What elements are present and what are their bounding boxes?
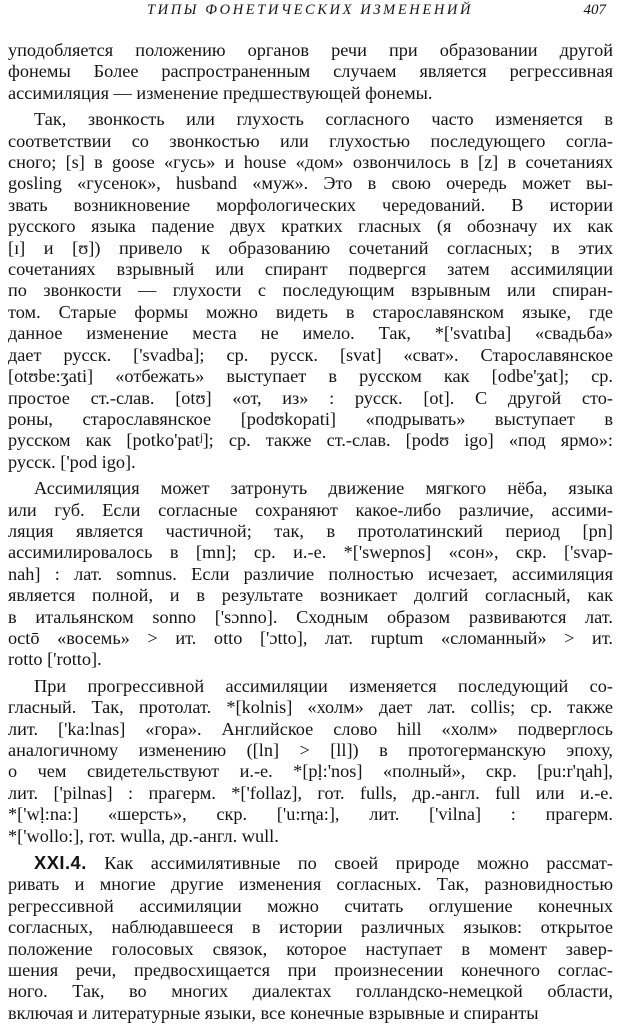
text-line: согласных, наблюдавшееся в истории различных языков: открытое xyxy=(8,917,613,938)
text-line: русском как [potko'patʲ]; ср. также ст.-слав. [podʊ igo] «под ярмо»: xyxy=(8,430,613,451)
text-line: русского языка падение двух кратких гласных (я обозначу их как xyxy=(8,216,613,237)
text-line: дает русск. ['svadba]; ср. русск. [svat] «сват». Старославянское xyxy=(8,344,613,365)
running-head xyxy=(0,2,620,24)
text-line xyxy=(8,852,613,874)
text-line: ляция является частичной; так, в протолатинский период [pn] xyxy=(8,520,613,541)
body-text xyxy=(8,40,613,1029)
text-line: nah] : лат. somnus. Если различие полностью исчезает, ассимиляция xyxy=(8,563,613,584)
text-line: по звонкости — глухости с последующим взрывным или спиран- xyxy=(8,280,613,301)
text-line: является полной, и в результате возникает долгий согласный, как xyxy=(8,585,613,606)
text-line: ривать и многие другие изменения согласных. Так, разновидностью xyxy=(8,874,613,895)
paragraph xyxy=(8,676,613,847)
text-line: или губ. Если согласные сохраняют какое-либо различие, ассими- xyxy=(8,499,613,520)
text-line: соответствии со звонкостью или глухостью последующего согла- xyxy=(8,130,613,151)
text-line: сочетаниях взрывный или спирант подвергся затем ассимиляции xyxy=(8,259,613,280)
text-line: о чем свидетельствуют и.-е. *[pḷ:'nos] «полный», скр. [pu:r'ɳah], xyxy=(8,761,613,782)
text-line: в итальянском sonno ['sɔnno]. Сходным образом развиваются лат. xyxy=(8,606,613,627)
text-line: русск. ['pod igo]. xyxy=(8,451,136,472)
text-line: положение голосовых связок, которое наступает в момент завер- xyxy=(8,938,613,959)
text-line: включая и литературные языки, все конечные взрывные и спиранты xyxy=(8,1002,539,1023)
text-line: простое ст.-слав. [otʊ] «от, из» : русск. [ot]. С другой сто- xyxy=(8,387,613,408)
text-line: том. Старые формы можно видеть в старославянском языке, где xyxy=(8,301,613,322)
text-line: gosling «гусенок», husband «муж». Это в свою очередь может вы- xyxy=(8,173,613,194)
text-line: фонемы Более распространенным случаем является регрессивная xyxy=(8,61,613,82)
paragraph xyxy=(8,40,613,104)
paragraph xyxy=(8,478,613,671)
text-line: роны, старославянское [podʊkopati] «подрывать» выступает в xyxy=(8,408,613,429)
text-line: ного. Так, во многих диалектах голландско-немецкой области, xyxy=(8,981,613,1002)
text-line: аналогичному изменению ([ln] > [ll]) в протогерманскую эпоху, xyxy=(8,740,613,760)
text-line: регрессивной ассимиляции можно считать оглушение конечных xyxy=(8,895,613,916)
text-line: Ассимиляция может затронуть движение мягкого нёба, языка xyxy=(34,478,613,499)
line-text: Как ассимилятивные по своей природе можно рассмат- xyxy=(86,853,613,874)
text-line: ассимилировалось в [mn]; ср. и.-е. *['swepnos] «сон», скр. ['svap- xyxy=(8,542,613,563)
paragraph xyxy=(8,852,613,1024)
text-line: сного; [s] в goose «гусь» и house «дом» озвончилось в [z] в сочетаниях xyxy=(8,152,613,173)
text-line: звать возникновение морфологических чередований. В истории xyxy=(8,194,613,215)
text-line: octō «восемь» > ит. otto ['ɔtto], лат. ruptum «сломанный» > ит. xyxy=(8,627,613,648)
text-line: [otʊbe:ʒati] «отбежать» выступает в русском как [odbe'ʒat]; ср. xyxy=(8,366,613,387)
paragraph xyxy=(8,109,613,473)
text-line: данное изменение места не имело. Так, *['svatɪba] «свадьба» xyxy=(8,323,613,344)
text-line: rotto ['rotto]. xyxy=(8,649,102,670)
text-line: Так, звонкость или глухость согласного часто изменяется в xyxy=(34,109,613,130)
text-line: При прогрессивной ассимиляции изменяется последующий со- xyxy=(34,675,613,696)
text-line: гласный. Так, протолат. *[kolnis] «холм» дает лат. collis; ср. также xyxy=(8,697,613,718)
text-line: уподобляется положению органов речи при образовании другой xyxy=(8,40,613,60)
text-line: *['wollo:], гот. wulla, др.-англ. wull. xyxy=(8,825,279,846)
text-line: лит. ['ka:lnas] «гора». Английское слово hill «холм» подверглось xyxy=(8,718,613,739)
text-line: [ɪ] и [ʊ]) привело к образованию сочетаний согласных; в этих xyxy=(8,237,613,258)
text-line: ассимиляция — изменение предшествующей фонемы. xyxy=(8,82,433,103)
running-title: ТИПЫ ФОНЕТИЧЕСКИХ ИЗМЕНЕНИЙ xyxy=(146,2,474,18)
text-line: *['wḷ:na:] «шерсть», скр. ['u:rɳa:], лит. ['vilna] : прагерм. xyxy=(8,804,613,825)
page-number: 407 xyxy=(583,2,606,18)
section-number: XXI.4. xyxy=(34,852,87,874)
text-line: лит. ['pilnas] : прагерм. *['follaz], гот. fulls, др.-англ. full или и.-е. xyxy=(8,782,613,803)
text-line: шения речи, предвосхищается при произнесении конечного соглас- xyxy=(8,960,613,981)
